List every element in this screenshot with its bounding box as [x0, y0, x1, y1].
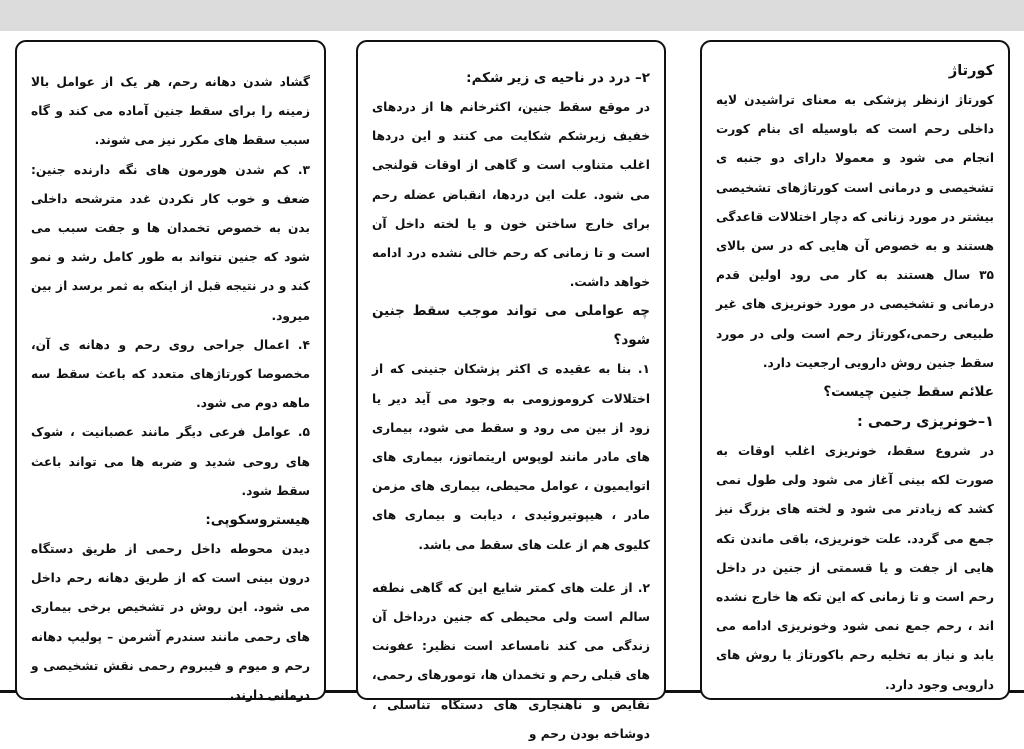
middle-paragraph-2: ۱. بنا به عقیده ی اکثر پزشکان جنینی که از اختلالات کروموزومی به وجود می آید دیر یا زود از بین می رود و سقط می شود، بیماری های مادر مانند لوپوس اریتماتوز، بیماری های اتوایمیون ، عوامل محیطی، بیماری های مزمن مادر ، هیپوتیروئیدی ، دیابت و بیماری های کلیوی هم از علت های سقط می باشد. — [372, 362, 650, 552]
middle-heading-pain: ۲– درد در ناحیه ی زیر شکم: — [466, 70, 650, 86]
right-heading-symptoms: علائم سقط جنین چیست؟ — [823, 384, 994, 401]
right-heading-curettage: کورتاژ — [948, 63, 994, 79]
left-heading-hysteroscopy: هیستروسکوپی: — [205, 512, 310, 529]
middle-paragraph-1: در موقع سقط جنین، اکثرخانم ها از دردهای خفیف زیرشکم شکایت می کنند و این دردها اغلب متناوب است و گاهی از اوقات قولنجی می شود. علت این دردها، انقباض عضله رحم برای خارج ساختن خون و یا لخته داخل آن است و تا زمانی که رحم خالی نشده درد ادامه خواهد داشت. — [372, 100, 650, 290]
left-paragraph-2: ۳. کم شدن هورمون های نگه دارنده جنین: ضعف و خوب کار نکردن غدد مترشحه داخلی بدن به خصوص تخمدان ها و جفت سبب می شود که جنین نتواند به طور کامل رشد و نمو کند و در نتیجه قبل از اینکه به ثمر برسد از بین میرود. — [31, 162, 310, 323]
right-panel — [700, 40, 1010, 700]
right-paragraph-1: کورتاژ ازنظر پزشکی به معنای تراشیدن لایه داخلی رحم است که باوسیله ای بنام کورت انجام می شود و معمولا دارای دو جنبه ی تشخیصی و درمانی است کورتاژهای تشخیصی بیشتر در مورد زنانی که دچار اختلالات قاعدگی هستند و به خصوص آن هایی که در سن بالای ۳۵ سال هستند به کار می رود اولین قدم درمانی و تشخیصی در مورد خونریزی های غیر طبیعی رحمی،کورتاژ رحم است ولی در مورد سقط جنین روش دارویی ارجعیت دارد. — [716, 93, 994, 370]
left-paragraph-5: دیدن محوطه داخل رحمی از طریق دستگاه درون بینی است که از طریق دهانه رحم داخل می شود. این روش در تشخیص برخی بیماری های رحمی مانند سندرم آشرمن – پولیپ دهانه رحم و میوم و فیبروم رحمی نقش تشخیصی و درمانی دارند. — [31, 542, 310, 703]
middle-heading-causes: چه عواملی می تواند موجب سقط جنین شود؟ — [372, 303, 650, 349]
left-panel — [15, 40, 326, 703]
right-heading-bleeding: ۱–خونریزی رحمی : — [857, 414, 994, 431]
paragraph-gap — [372, 560, 650, 574]
left-paragraph-1: گشاد شدن دهانه رحم، هر یک از عوامل بالا زمینه را برای سقط جنین آماده می کند و گاه سبب سقط های مکرر نیز می شوند. — [31, 75, 310, 148]
middle-panel — [356, 40, 666, 741]
top-band — [0, 0, 1024, 31]
right-paragraph-2: در شروع سقط، خونریزی اغلب اوقات به صورت لکه بینی آغاز می شود ولی طول نمی کشد که زیادتر می شود و لخته های بزرگ نیز جمع می گردد. علت خونریزی، باقی ماندن تکه هایی از جفت و یا قسمتی از جنین در داخل رحم است و تا زمانی که این تکه ها خارج نشده اند ، رحم جمع نمی شود وخونریزی ادامه می یابد و نیاز به تخلیه رحم باکورتاژ یا روش های دارویی وجود دارد. — [716, 444, 994, 692]
middle-paragraph-3: ۲. از علت های کمتر شایع این که گاهی نطفه سالم است ولی محیطی که جنین درداخل آن زندگی می کند نامساعد است نظیر: عفونت های قبلی رحم و تخمدان ها، تومورهای رحمی، نقایص و ناهنجاری های دستگاه تناسلی ، دوشاخه بودن رحم و — [372, 580, 650, 741]
left-paragraph-4: ۵. عوامل فرعی دیگر مانند عصبانیت ، شوک های روحی شدید و ضربه ها می تواند باعث سقط شود. — [31, 425, 310, 498]
left-paragraph-3: ۴. اعمال جراحی روی رحم و دهانه ی آن، مخصوصا کورتاژهای متعدد که باعث سقط سه ماهه دوم می شود. — [31, 337, 310, 411]
